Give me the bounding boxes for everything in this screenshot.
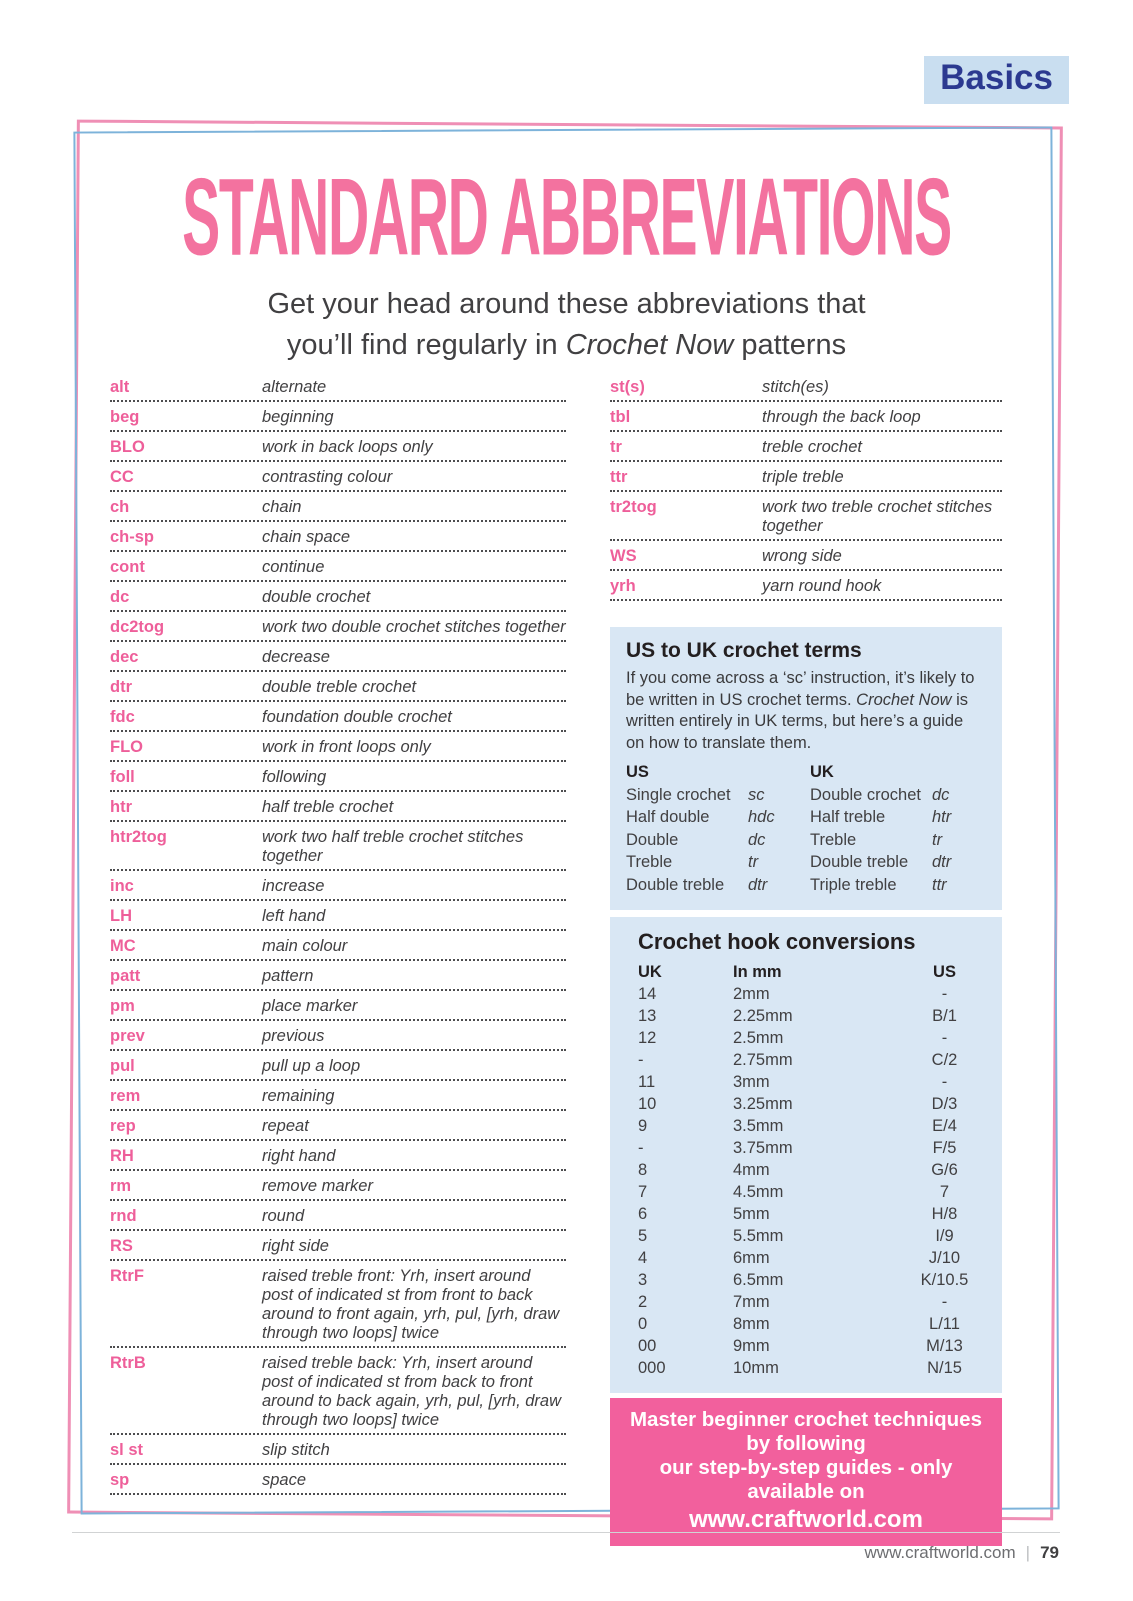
hook-us-size: D/3 <box>931 1095 958 1113</box>
uk-abbr: dc <box>932 785 950 804</box>
abbreviation-meaning: round <box>262 1207 305 1225</box>
us-to-uk-table-row <box>626 851 986 874</box>
us-to-uk-table-row <box>626 806 986 829</box>
abbreviation-row <box>610 571 1002 601</box>
abbreviation-code: pm <box>110 997 135 1015</box>
abbreviation-row <box>110 991 566 1021</box>
abbreviation-list-left <box>110 372 566 1495</box>
hook-us-size: I/9 <box>935 1227 954 1245</box>
hook-uk-size: 6 <box>638 1205 648 1223</box>
abbreviation-row <box>110 492 566 522</box>
hook-us-size: - <box>941 1029 948 1047</box>
hook-us-size: K/10.5 <box>920 1271 969 1289</box>
hook-uk-size: 5 <box>638 1227 648 1245</box>
abbreviation-meaning: decrease <box>262 648 330 666</box>
section-badge: Basics <box>924 56 1069 104</box>
abbreviation-meaning: space <box>262 1471 307 1489</box>
hook-conversions-title: Crochet hook conversions <box>638 929 916 954</box>
hook-uk-size: 00 <box>638 1337 657 1355</box>
hook-us-size: G/6 <box>931 1161 958 1179</box>
abbreviation-meaning: remove marker <box>262 1177 373 1195</box>
hook-table-row <box>626 1137 986 1159</box>
abbreviation-row <box>110 1111 566 1141</box>
abbreviation-code: FLO <box>110 738 143 756</box>
hook-mm-size: 4.5mm <box>733 1183 784 1201</box>
hook-mm-size: 3.75mm <box>733 1139 793 1157</box>
abbreviation-code: RS <box>110 1237 133 1255</box>
abbreviation-row <box>610 432 1002 462</box>
us-to-uk-table <box>626 761 986 896</box>
abbreviation-row <box>110 1021 566 1051</box>
hook-uk-size: 3 <box>638 1271 648 1289</box>
hook-us-size: - <box>941 1293 948 1311</box>
abbreviation-meaning: place marker <box>262 997 358 1015</box>
promo-banner <box>610 1398 1002 1546</box>
hook-table-body <box>626 983 986 1379</box>
abbreviation-meaning: treble crochet <box>762 438 862 456</box>
hook-header-us: US <box>933 963 956 981</box>
hook-mm-size: 2.75mm <box>733 1051 793 1069</box>
abbreviation-meaning: continue <box>262 558 325 576</box>
abbreviation-row <box>610 492 1002 541</box>
abbreviation-code: dc2tog <box>110 618 165 636</box>
abbreviation-meaning: work in back loops only <box>262 438 433 456</box>
uk-column-header: UK <box>810 763 834 781</box>
abbreviation-row <box>110 522 566 552</box>
abbreviation-code: dec <box>110 648 139 666</box>
abbreviation-code: prev <box>110 1027 145 1045</box>
abbreviation-meaning: chain <box>262 498 302 516</box>
us-term: Double treble <box>626 875 725 894</box>
hook-table-row <box>626 1181 986 1203</box>
hook-mm-size: 9mm <box>733 1337 770 1355</box>
spacer <box>932 761 986 784</box>
uk-term: Half treble <box>810 808 886 826</box>
uk-term: Double treble <box>810 853 909 871</box>
hook-table-row <box>626 1159 986 1181</box>
promo-line1: Master beginner crochet techniques by following <box>629 1408 982 1455</box>
hook-header-mm: In mm <box>733 963 782 981</box>
footer-divider <box>72 1532 1060 1533</box>
abbreviation-meaning: chain space <box>262 528 351 546</box>
abbreviation-meaning: slip stitch <box>262 1441 330 1459</box>
abbreviation-meaning: foundation double crochet <box>262 708 452 726</box>
abbreviation-meaning: repeat <box>262 1117 309 1135</box>
page-number: 79 <box>1040 1543 1059 1562</box>
hook-table-row <box>626 1269 986 1291</box>
hook-uk-size: 14 <box>638 985 657 1003</box>
hook-mm-size: 2mm <box>733 985 770 1003</box>
abbreviation-meaning: triple treble <box>762 468 844 486</box>
intro-magazine-name: Crochet Now <box>856 690 952 709</box>
hook-us-size: E/4 <box>932 1117 957 1135</box>
hook-us-size: B/1 <box>932 1007 957 1025</box>
hook-mm-size: 3.25mm <box>733 1095 793 1113</box>
abbreviation-meaning: right side <box>262 1237 329 1255</box>
hook-mm-size: 3.5mm <box>733 1117 784 1135</box>
hook-table-row <box>626 1071 986 1093</box>
abbreviation-code: rem <box>110 1087 141 1105</box>
abbreviation-code: sp <box>110 1471 130 1489</box>
hook-table-row <box>626 1005 986 1027</box>
abbreviation-meaning: work two double crochet stitches together <box>262 618 566 636</box>
hook-mm-size: 3mm <box>733 1073 770 1091</box>
footer-separator: | <box>1025 1543 1031 1562</box>
abbreviation-row <box>110 1081 566 1111</box>
hook-mm-size: 10mm <box>733 1359 779 1377</box>
abbreviation-row <box>110 432 566 462</box>
abbreviation-meaning: wrong side <box>762 547 842 565</box>
hook-uk-size: 7 <box>638 1183 648 1201</box>
abbreviation-code: tr <box>610 438 622 456</box>
abbreviation-meaning: alternate <box>262 378 327 396</box>
abbreviation-code: LH <box>110 907 132 925</box>
us-abbr: sc <box>748 785 765 804</box>
us-to-uk-table-row <box>626 874 986 897</box>
abbreviation-meaning: pattern <box>262 967 314 985</box>
hook-table-row <box>626 1115 986 1137</box>
abbreviation-code: dtr <box>110 678 132 696</box>
uk-term: Double crochet <box>810 785 921 804</box>
hook-uk-size: 8 <box>638 1161 648 1179</box>
page-title: STANDARD ABBREVIATIONS <box>182 155 951 278</box>
hook-uk-size: - <box>638 1051 644 1069</box>
abbreviation-code: beg <box>110 408 140 426</box>
hook-table-row <box>626 1335 986 1357</box>
hook-table-row <box>626 1049 986 1071</box>
hook-uk-size: 0 <box>638 1315 648 1333</box>
abbreviation-code: htr <box>110 798 132 816</box>
hook-header-uk: UK <box>638 963 662 981</box>
us-abbr: tr <box>748 853 759 871</box>
subtitle-line2-prefix: you’ll find regularly in <box>286 329 566 361</box>
abbreviation-code: st(s) <box>610 378 645 396</box>
us-term: Half double <box>626 808 710 826</box>
abbreviation-code: foll <box>110 768 135 786</box>
abbreviation-row <box>110 462 566 492</box>
promo-website-link[interactable]: www.craftworld.com <box>689 1506 923 1533</box>
abbreviation-code: htr2tog <box>110 828 167 846</box>
us-abbr: hdc <box>748 808 775 826</box>
us-to-uk-terms-box <box>610 627 1002 910</box>
hook-table-row <box>626 1291 986 1313</box>
hook-us-size: H/8 <box>931 1205 958 1223</box>
hook-mm-size: 5.5mm <box>733 1227 784 1245</box>
abbreviation-meaning: increase <box>262 877 325 895</box>
us-abbr: dtr <box>748 875 768 894</box>
uk-abbr: ttr <box>932 875 947 894</box>
abbreviation-meaning: work two half treble crochet stitches together <box>262 828 524 865</box>
hook-mm-size: 5mm <box>733 1205 770 1223</box>
hook-us-size: M/13 <box>926 1337 963 1355</box>
abbreviation-row <box>110 931 566 961</box>
abbreviation-row <box>110 1201 566 1231</box>
abbreviation-code: patt <box>110 967 141 985</box>
abbreviation-meaning: pull up a loop <box>262 1057 361 1075</box>
abbreviation-code: CC <box>110 468 134 486</box>
abbreviation-meaning: work in front loops only <box>262 738 431 756</box>
us-to-uk-table-row <box>626 784 986 807</box>
subtitle-line1: Get your head around these abbreviations that <box>267 288 866 320</box>
abbreviation-code: rnd <box>110 1207 137 1225</box>
abbreviation-code: rep <box>110 1117 136 1135</box>
intro-text-part1: If you come across a ‘sc’ instruction, it’s likely to be written in US crochet terms. <box>626 669 975 709</box>
abbreviation-row <box>110 792 566 822</box>
abbreviation-row <box>110 732 566 762</box>
abbreviation-code: pul <box>110 1057 135 1075</box>
abbreviation-code: RH <box>110 1147 134 1165</box>
uk-abbr: tr <box>932 830 943 849</box>
abbreviation-code: rm <box>110 1177 132 1195</box>
hook-us-size: F/5 <box>932 1139 957 1157</box>
hook-uk-size: 000 <box>638 1359 666 1377</box>
footer-website-link[interactable]: www.craftworld.com <box>864 1543 1016 1562</box>
us-to-uk-box-intro <box>626 668 986 754</box>
abbreviation-row <box>110 1435 566 1465</box>
abbreviation-code: tr2tog <box>610 498 657 516</box>
abbreviation-row <box>110 961 566 991</box>
us-to-uk-table-header <box>626 761 986 784</box>
uk-abbr: dtr <box>932 853 952 871</box>
us-term: Double <box>626 830 679 849</box>
hook-uk-size: 9 <box>638 1117 648 1135</box>
abbreviation-row <box>110 901 566 931</box>
us-column-header: US <box>626 763 649 781</box>
abbreviation-row <box>110 871 566 901</box>
abbreviation-code: WS <box>610 547 637 565</box>
abbreviation-row <box>110 582 566 612</box>
abbreviation-meaning: right hand <box>262 1147 336 1165</box>
abbreviation-row <box>110 1231 566 1261</box>
hook-uk-size: 12 <box>638 1029 657 1047</box>
hook-uk-size: - <box>638 1139 644 1157</box>
page-subtitle <box>0 284 1133 366</box>
hook-us-size: - <box>941 985 948 1003</box>
abbreviation-code: ttr <box>610 468 628 486</box>
hook-table-row <box>626 1225 986 1247</box>
abbreviation-code: dc <box>110 588 130 606</box>
abbreviation-code: fdc <box>110 708 135 726</box>
abbreviation-row <box>110 672 566 702</box>
us-to-uk-table-body <box>626 784 986 897</box>
hook-mm-size: 2.25mm <box>733 1007 793 1025</box>
hook-table-row <box>626 983 986 1005</box>
abbreviation-meaning: stitch(es) <box>762 378 829 396</box>
hook-mm-size: 7mm <box>733 1293 770 1311</box>
abbreviation-code: alt <box>110 378 130 396</box>
hook-mm-size: 2.5mm <box>733 1029 784 1047</box>
hook-conversions-box <box>610 917 1002 1393</box>
hook-uk-size: 11 <box>638 1073 656 1091</box>
hook-table-row <box>626 1203 986 1225</box>
abbreviation-code: RtrF <box>110 1267 144 1285</box>
abbreviation-row <box>110 1465 566 1495</box>
abbreviation-row <box>610 541 1002 571</box>
abbreviation-list-right <box>610 372 1002 601</box>
abbreviation-row <box>110 552 566 582</box>
abbreviation-code: ch-sp <box>110 528 155 546</box>
abbreviation-meaning: remaining <box>262 1087 335 1105</box>
us-term: Single crochet <box>626 785 731 804</box>
hook-table-row <box>626 1313 986 1335</box>
abbreviation-row <box>110 762 566 792</box>
page-footer <box>865 1543 1059 1563</box>
uk-abbr: htr <box>932 808 952 826</box>
uk-term: Triple treble <box>810 875 897 894</box>
hook-us-size: C/2 <box>931 1051 958 1069</box>
abbreviation-code: cont <box>110 558 145 576</box>
abbreviation-code: MC <box>110 937 136 955</box>
hook-table-header <box>626 961 986 983</box>
abbreviation-row <box>110 612 566 642</box>
hook-us-size: 7 <box>939 1183 950 1201</box>
abbreviation-meaning: main colour <box>262 937 348 955</box>
hook-table-row <box>626 1093 986 1115</box>
abbreviation-meaning: left hand <box>262 907 326 925</box>
uk-term: Treble <box>810 830 857 849</box>
hook-us-size: L/11 <box>929 1315 960 1333</box>
abbreviation-row <box>110 402 566 432</box>
abbreviation-meaning: following <box>262 768 327 786</box>
hook-us-size: N/15 <box>927 1359 962 1377</box>
abbreviation-row <box>110 642 566 672</box>
us-to-uk-table-row <box>626 829 986 852</box>
abbreviation-row <box>110 1141 566 1171</box>
hook-uk-size: 4 <box>638 1249 648 1267</box>
abbreviation-meaning: yarn round hook <box>762 577 882 595</box>
abbreviation-meaning: double treble crochet <box>262 678 417 696</box>
abbreviation-meaning: double crochet <box>262 588 371 606</box>
hook-table-row <box>626 1357 986 1379</box>
abbreviation-row <box>110 1171 566 1201</box>
abbreviation-meaning: contrasting colour <box>262 468 393 486</box>
hook-table-row <box>626 1027 986 1049</box>
subtitle-line2-suffix: patterns <box>733 329 847 361</box>
abbreviation-meaning: half treble crochet <box>262 798 394 816</box>
hook-uk-size: 10 <box>638 1095 657 1113</box>
abbreviation-meaning: previous <box>262 1027 325 1045</box>
abbreviation-row <box>110 822 566 871</box>
abbreviation-code: inc <box>110 877 134 895</box>
us-abbr: dc <box>748 830 766 849</box>
hook-us-size: - <box>941 1073 948 1091</box>
abbreviation-code: ch <box>110 498 130 516</box>
hook-mm-size: 8mm <box>733 1315 770 1333</box>
intro-text-part2: is written entirely in UK terms, but here’s a guide on how to translate them. <box>626 690 969 752</box>
abbreviation-meaning: through the back loop <box>762 408 921 426</box>
abbreviation-row <box>610 372 1002 402</box>
abbreviation-code: RtrB <box>110 1354 146 1372</box>
abbreviation-row <box>110 702 566 732</box>
promo-line2: our step-by-step guides - only available on <box>659 1456 953 1503</box>
abbreviation-code: BLO <box>110 438 145 456</box>
spacer <box>748 761 810 784</box>
abbreviation-code: sl st <box>110 1441 144 1459</box>
abbreviation-meaning: beginning <box>262 408 334 426</box>
abbreviation-meaning: raised treble front: Yrh, insert around post of indicated st from front to back around to front again, yrh, pul, [yrh, draw through two loops] twice <box>262 1267 560 1342</box>
hook-table-row <box>626 1247 986 1269</box>
abbreviation-row <box>610 462 1002 492</box>
abbreviation-row <box>610 402 1002 432</box>
hook-us-size: J/10 <box>928 1249 961 1267</box>
abbreviation-code: tbl <box>610 408 631 426</box>
abbreviation-code: yrh <box>610 577 636 595</box>
abbreviation-row <box>110 372 566 402</box>
hook-uk-size: 2 <box>638 1293 648 1311</box>
hook-mm-size: 6mm <box>733 1249 770 1267</box>
hook-uk-size: 13 <box>638 1007 657 1025</box>
hook-mm-size: 4mm <box>733 1161 770 1179</box>
abbreviation-row <box>110 1051 566 1081</box>
subtitle-magazine-name: Crochet Now <box>565 329 734 361</box>
us-to-uk-box-title: US to UK crochet terms <box>626 639 862 662</box>
abbreviation-row <box>110 1261 566 1348</box>
hook-mm-size: 6.5mm <box>733 1271 784 1289</box>
abbreviation-row <box>110 1348 566 1435</box>
us-term: Treble <box>626 853 673 871</box>
abbreviation-meaning: work two treble crochet stitches together <box>762 498 993 535</box>
abbreviation-meaning: raised treble back: Yrh, insert around post of indicated st from back to front around to back again, yrh, pul, [yrh, draw through two loops] twice <box>262 1354 561 1429</box>
